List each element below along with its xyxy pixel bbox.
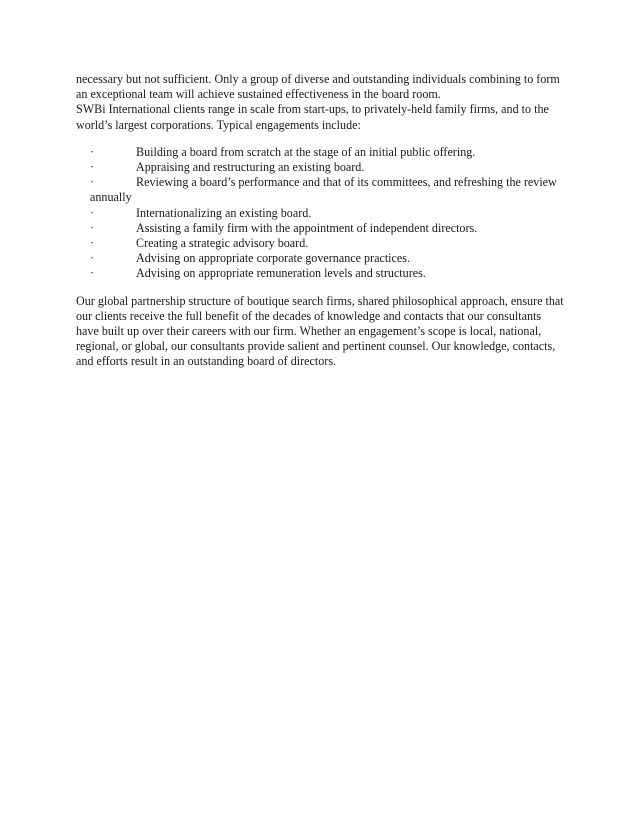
bullet-marker: ·	[90, 175, 95, 190]
bullet-marker: ·	[90, 160, 95, 175]
bullet-marker: ·	[90, 220, 95, 235]
list-item	[90, 175, 566, 190]
list-item-text: Building a board from scratch at the stage of an initial public offering.	[136, 144, 476, 159]
bullet-marker: ·	[90, 236, 95, 251]
list-item-text: Internationalizing an existing board.	[136, 205, 312, 220]
list-item	[90, 145, 566, 160]
list-item-continuation-text: annually	[90, 190, 132, 205]
list-item	[90, 251, 566, 266]
intro-paragraph: necessary but not sufficient. Only a group of diverse and outstanding individuals combining to form an exceptional team will achieve sustained effectiveness in the board room.	[76, 72, 560, 102]
bullet-marker: ·	[90, 144, 95, 159]
list-item-text: Reviewing a board’s performance and that of its committees, and refreshing the review	[136, 175, 557, 190]
engagements-list	[76, 145, 566, 282]
list-item-text: Advising on appropriate corporate governance practices.	[136, 251, 411, 266]
closing-paragraph: Our global partnership structure of boutique search firms, shared philosophical approach, ensure that our clients receive the full benefit of the decades of knowledge and contacts that our consultants have built up over their careers with our firm. Whether an engagement’s scope is local, national, regional, or global, our consultants provide salient and pertinent counsel. Our knowledge, contacts, and efforts result in an outstanding board of directors.	[76, 293, 564, 369]
list-item	[90, 236, 566, 251]
bullet-marker: ·	[90, 266, 95, 281]
list-item-text: Creating a strategic advisory board.	[136, 236, 309, 251]
list-item	[90, 206, 566, 221]
bullet-marker: ·	[90, 251, 95, 266]
list-item-text: Assisting a family firm with the appointment of independent directors.	[136, 220, 478, 235]
list-item	[90, 266, 566, 281]
list-item	[90, 160, 566, 175]
list-item-text: Appraising and restructuring an existing board.	[136, 160, 365, 175]
list-item	[90, 221, 566, 236]
bullet-marker: ·	[90, 205, 95, 220]
clients-paragraph: SWBi International clients range in scale from start-ups, to privately-held family firms, and to the world’s largest corporations. Typical engagements include:	[76, 102, 549, 132]
document-page	[76, 72, 566, 370]
list-item-text: Advising on appropriate remuneration levels and structures.	[136, 266, 426, 281]
list-item-continuation	[90, 190, 566, 205]
